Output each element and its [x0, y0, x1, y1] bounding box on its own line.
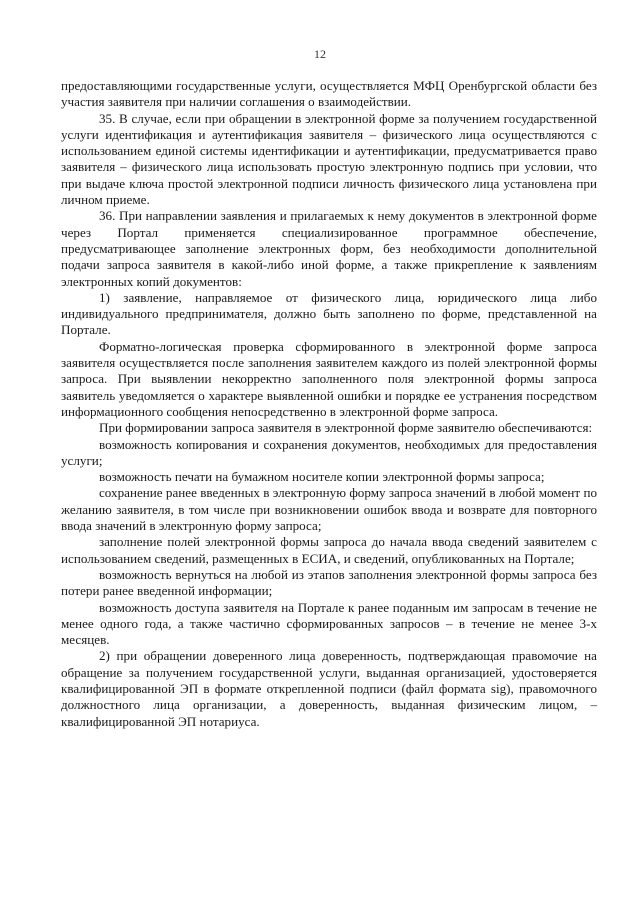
paragraph: сохранение ранее введенных в электронную форму запроса значений в любой момент по желанию заявителя, в том числе при возникновении ошибок ввода и возврате для повторного ввода значений в электронную форму запроса; — [61, 485, 597, 534]
document-body — [61, 78, 597, 730]
paragraph: 36. При направлении заявления и прилагаемых к нему документов в электронной форме через Портал применяется специализированное программное обеспечение, предусматривающее заполнение электронных форм, без необходимости дополнительной подачи запроса заявителя в какой-либо иной форме, а также прикрепление к заявлениям электронных копий документов: — [61, 208, 597, 289]
paragraph: заполнение полей электронной формы запроса до начала ввода сведений заявителем с использованием сведений, размещенных в ЕСИА, и сведений, опубликованных на Портале; — [61, 534, 597, 566]
paragraph: возможность вернуться на любой из этапов заполнения электронной формы запроса без потери ранее введенной информации; — [61, 566, 597, 599]
paragraph: возможность копирования и сохранения документов, необходимых для предоставления услуги; — [61, 436, 597, 468]
paragraph: возможность печати на бумажном носителе копии электронной формы запроса; — [99, 469, 545, 485]
paragraph: возможность доступа заявителя на Портале к ранее поданным им запросам в течение не менее одного года, а также частично сформированных запросов – в течение не менее 3-х месяцев. — [61, 599, 597, 648]
paragraph: предоставляющими государственные услуги, осуществляется МФЦ Оренбургской области без участия заявителя при наличии соглашения о взаимодействии. — [61, 78, 597, 110]
paragraph: 35. В случае, если при обращении в электронной форме за получением государственной услуги идентификация и аутентификация заявителя – физического лица осуществляются с использованием единой системы идентификации и аутентификации, предусматривается право заявителя – физического лица использовать простую электронную подпись при условии, что при выдаче ключа простой электронной подписи личность физического лица установлена при личном приеме. — [61, 110, 597, 208]
page-number: 12 — [314, 47, 326, 61]
paragraph: 1) заявление, направляемое от физического лица, юридического лица либо индивидуального предпринимателя, должно быть заполнено по форме, представленной на Портале. — [61, 289, 597, 338]
paragraph: 2) при обращении доверенного лица доверенность, подтверждающая правомочие на обращение за получением государственной услуги, выданная организацией, удостоверяется квалифицированной ЭП в формате открепленной подписи (файл формата sig), правомочного должностного лица организации, а доверенность, выданная физическим лицом, – квалифицированной ЭП нотариуса. — [61, 648, 597, 729]
paragraph: При формировании запроса заявителя в электронной форме заявителю обеспечиваются: — [99, 420, 593, 436]
paragraph: Форматно-логическая проверка сформированного в электронной форме запроса заявителя осуществляется после заполнения заявителем каждого из полей электронной формы запроса. При выявлении некорректно заполненного поля электронной формы запроса заявитель уведомляется о характере выявленной ошибки и порядке ее устранения посредством информационного сообщения непосредственно в электронной форме запроса. — [61, 338, 597, 419]
